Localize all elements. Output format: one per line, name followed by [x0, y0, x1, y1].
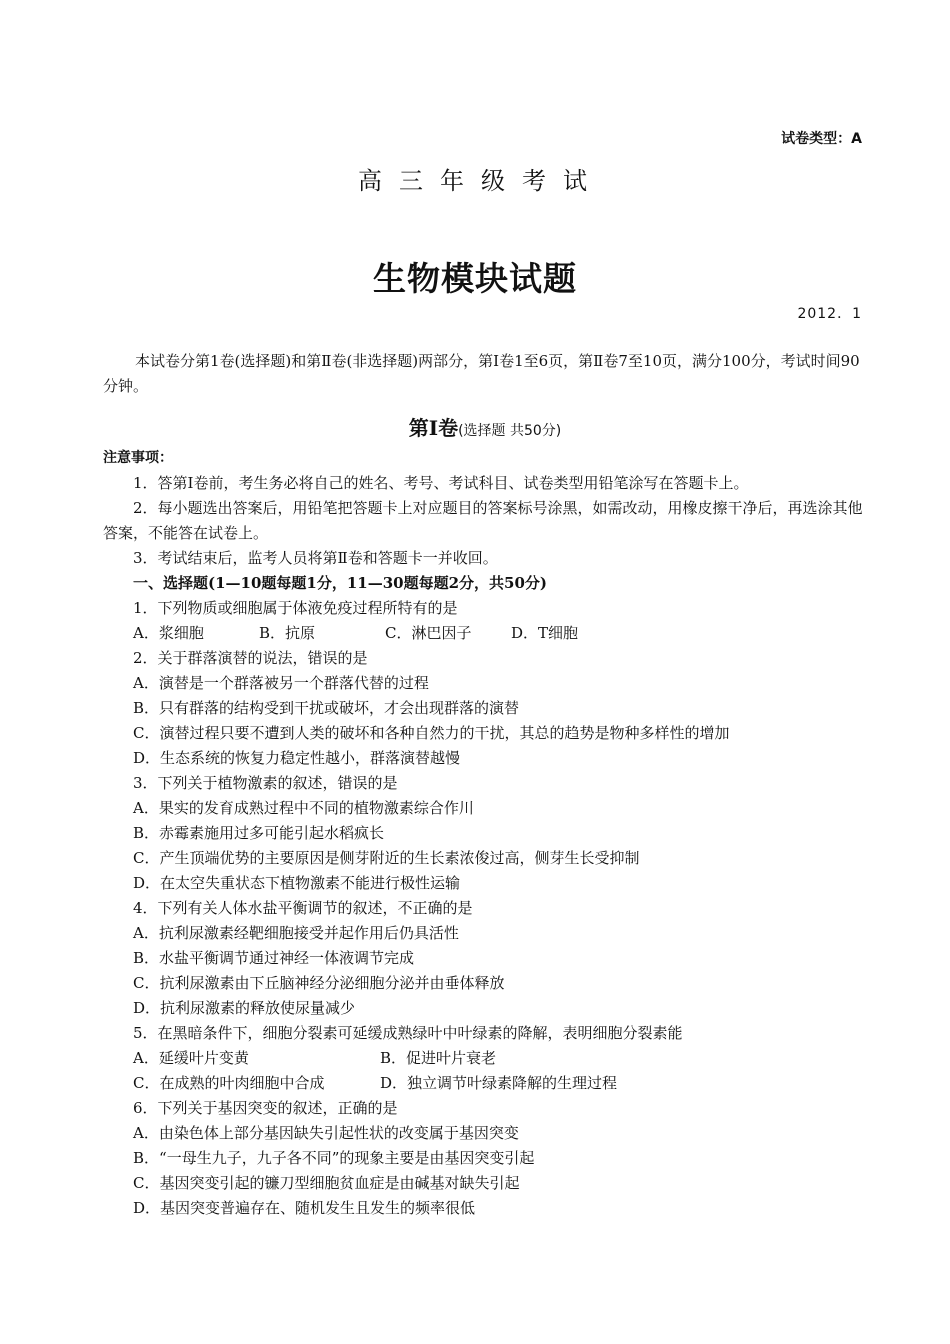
question-options-row: [103, 1046, 867, 1071]
question-option: D．抗利尿激素的释放使尿量减少: [133, 999, 356, 1017]
note-item: 3．考试结束后，监考人员将第Ⅱ卷和答题卡一并收回。: [133, 549, 498, 567]
question-option: C．淋巴因子: [385, 624, 472, 642]
question-option: D．在太空失重状态下植物激素不能进行极性运输: [133, 874, 461, 892]
question-options-row: [103, 1071, 867, 1096]
volume-title-sub: (选择题 共50分): [458, 423, 562, 439]
note-item: 2．每小题选出答案后，用铅笔把答题卡上对应题目的答案标号涂黑，如需改动，用橡皮擦干净后，再选涂其他答案，不能答在试卷上。: [103, 499, 863, 542]
volume-title-main: 第Ⅰ卷: [408, 416, 459, 440]
question-option: D．T细胞: [511, 624, 579, 642]
question-stem: 3．下列关于植物激素的叙述，错误的是: [133, 774, 398, 792]
question-option: A．果实的发育成熟过程中不同的植物激素综合作川: [133, 799, 474, 817]
question-option: B．水盐平衡调节通过神经一体液调节完成: [133, 949, 415, 967]
question-option: C．抗利尿激素由下丘脑神经分泌细胞分泌并由垂体释放: [133, 974, 505, 992]
question-option: B．抗原: [259, 624, 316, 642]
exam-level-heading: 高三年级考试: [358, 167, 604, 195]
notes-heading: 注意事项：: [103, 450, 173, 466]
exam-date: 2012．1: [797, 306, 862, 322]
question-option: D．独立调节叶绿素降解的生理过程: [380, 1074, 618, 1092]
question-options-row: [103, 621, 867, 646]
note-item: 1．答第Ⅰ卷前，考生务必将自己的姓名、考号、考试科目、试卷类型用铅笔涂写在答题卡上。: [133, 474, 749, 492]
question-option: A．抗利尿激素经靶细胞接受并起作用后仍具活性: [133, 924, 459, 942]
question-option: B．“一母生九子，九子各不同”的现象主要是由基因突变引起: [133, 1149, 535, 1167]
question-option: A．由染色体上部分基因缺失引起性状的改变属于基因突变: [133, 1124, 519, 1142]
question-option: A．延缓叶片变黄: [133, 1049, 249, 1067]
question-stem: 5．在黑暗条件下，细胞分裂素可延缓成熟绿叶中叶绿素的降解，表明细胞分裂素能: [133, 1024, 683, 1042]
question-option: A．浆细胞: [133, 624, 204, 642]
intro-paragraph: 本试卷分第1卷(选择题)和第Ⅱ卷(非选择题)两部分，第Ⅰ卷1至6页，第Ⅱ卷7至10页，满分100分，考试时间90分钟。: [103, 352, 860, 395]
question-option: C．演替过程只要不遭到人类的破坏和各种自然力的干扰，其总的趋势是物种多样性的增加: [133, 724, 730, 742]
question-stem: 6．下列关于基因突变的叙述，正确的是: [133, 1099, 398, 1117]
paper-type-label: 试卷类型：A: [781, 131, 862, 147]
question-stem: 1．下列物质或细胞属于体液免疫过程所特有的是: [133, 599, 458, 617]
question-option: B．只有群落的结构受到干扰或破坏，才会出现群落的演替: [133, 699, 520, 717]
question-option: B．赤霉素施用过多可能引起水稻疯长: [133, 824, 385, 842]
question-option: D．基因突变普遍存在、随机发生且发生的频率很低: [133, 1199, 476, 1217]
question-option: C．产生顶端优势的主要原因是侧芽附近的生长素浓俊过高，侧芽生长受抑制: [133, 849, 640, 867]
question-option: D．生态系统的恢复力稳定性越小，群落演替越慢: [133, 749, 461, 767]
question-option: A．演替是一个群落被另一个群落代替的过程: [133, 674, 429, 692]
question-option: B．促进叶片衰老: [380, 1049, 497, 1067]
question-option: C．基因突变引起的镰刀型细胞贫血症是由碱基对缺失引起: [133, 1174, 520, 1192]
volume-title: [103, 414, 867, 446]
exam-body: [103, 349, 867, 1221]
question-stem: 2．关于群落演替的说法，错误的是: [133, 649, 368, 667]
page-title: 生物模块试题: [373, 259, 577, 298]
question-stem: 4．下列有关人体水盐平衡调节的叙述，不正确的是: [133, 899, 473, 917]
question-option: C．在成熟的叶肉细胞中合成: [133, 1074, 325, 1092]
section-heading: 一、选择题(1—10题每题1分，11—30题每题2分，共50分): [133, 574, 548, 592]
